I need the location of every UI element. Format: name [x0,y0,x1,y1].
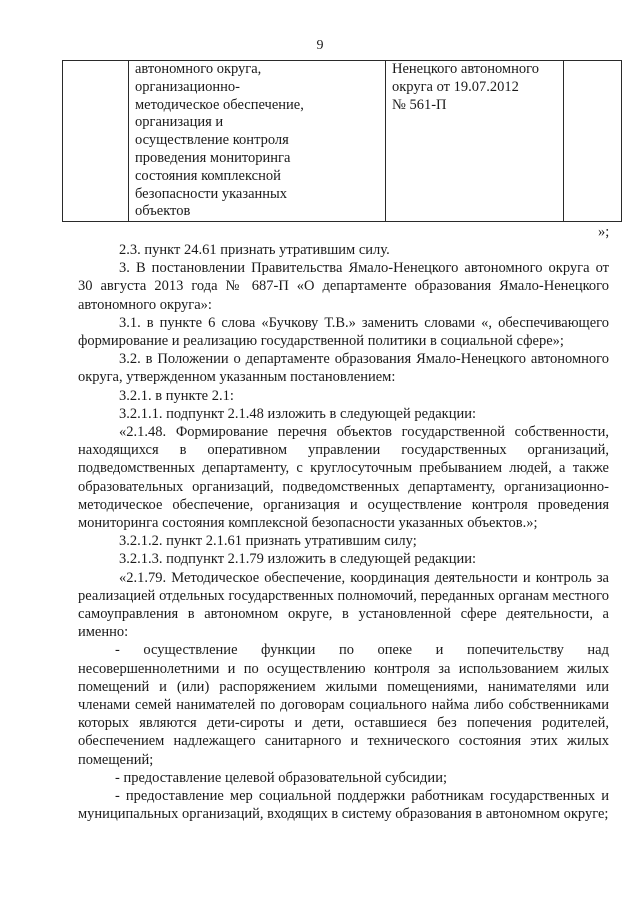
cell-line: безопасности указанных [135,185,288,202]
paragraph: 3.2.1.3. подпункт 2.1.79 изложить в следующей редакции: [119,551,477,568]
list-item: - предоставление мер социальной поддержки работникам государственных и муниципальных организаций, входящих в систему образования в автономном округе; [78,788,609,823]
page-number: 9 [316,38,324,53]
cell-line: проведения мониторинга [135,149,291,166]
table-row [63,61,622,222]
table-cell-empty [63,61,129,222]
paragraph: «2.1.48. Формирование перечня объектов государственной собственности, находящихся в оперативном управлении государственных организаций, подведомственных департаменту, с круглосуточным пребыванием людей, а также образовательных организаций, подведомственных департаменту, организационно-методическое обеспечение, организация и осуществление контроля проведения мониторинга состояния комплексной безопасности указанных объектов.»; [78,424,609,532]
paragraph: 3.2. в Положении о департаменте образования Ямало-Ненецкого автономного округа, утвержденном указанным постановлением: [78,351,609,386]
paragraph: 3.1. в пункте 6 слова «Бучкову Т.В.» заменить словами «, обеспечивающего формирование и реализацию государственной политики в социальной сфере»; [78,314,609,350]
paragraph: «2.1.79. Методическое обеспечение, координация деятельности и контроль за реализацией отдельных государственных полномочий, переданных органам местного самоуправления в автономном округе, в установленной сфере деятельности, а именно: [78,569,609,641]
paragraph: 3. В постановлении Правительства Ямало-Ненецкого автономного округа от 30 августа 2013 года № 687-П «О департаменте образования Ямало-Ненецкого автономного округа»: [78,260,609,313]
table-cell-description [129,61,386,222]
paragraph: 3.2.1.2. пункт 2.1.61 признать утратившим силу; [119,533,417,550]
closing-quote-mark: »; [598,224,610,240]
document-body [78,241,609,824]
cell-line: методическое обеспечение, [135,96,304,113]
cell-line: объектов [135,203,191,220]
list-item: - осуществление функции по опеке и попечительству над несовершеннолетними и по осуществлению контроля за использованием жилых помещений и (или) распоряжением жилыми помещениями, нанимателями или членами семей нанимателей по договорам социального найма либо собственниками которых являются дети-сироты и дети, оставшиеся без попечения родителей, обеспечением надлежащего санитарного и технического состояния этих жилых помещений; [78,642,609,768]
table-cell-empty [564,61,622,222]
cell-line: автономного округа, [135,61,262,77]
cell-line: состояния комплексной [135,167,281,184]
continued-table [62,60,622,222]
table-cell-reference [386,61,564,222]
cell-line: округа от 19.07.2012 [392,78,519,95]
paragraph: 3.2.1.1. подпункт 2.1.48 изложить в следующей редакции: [119,405,477,422]
cell-line: организация и [135,114,224,131]
cell-line: № 561-П [392,96,447,113]
cell-line: осуществление контроля [135,132,289,149]
cell-line: Ненецкого автономного [392,61,539,77]
list-item: - предоставление целевой образовательной субсидии; [115,769,447,786]
paragraph: 2.3. пункт 24.61 признать утратившим силу. [119,242,390,258]
paragraph: 3.2.1. в пункте 2.1: [119,387,234,404]
cell-line: организационно- [135,78,240,95]
